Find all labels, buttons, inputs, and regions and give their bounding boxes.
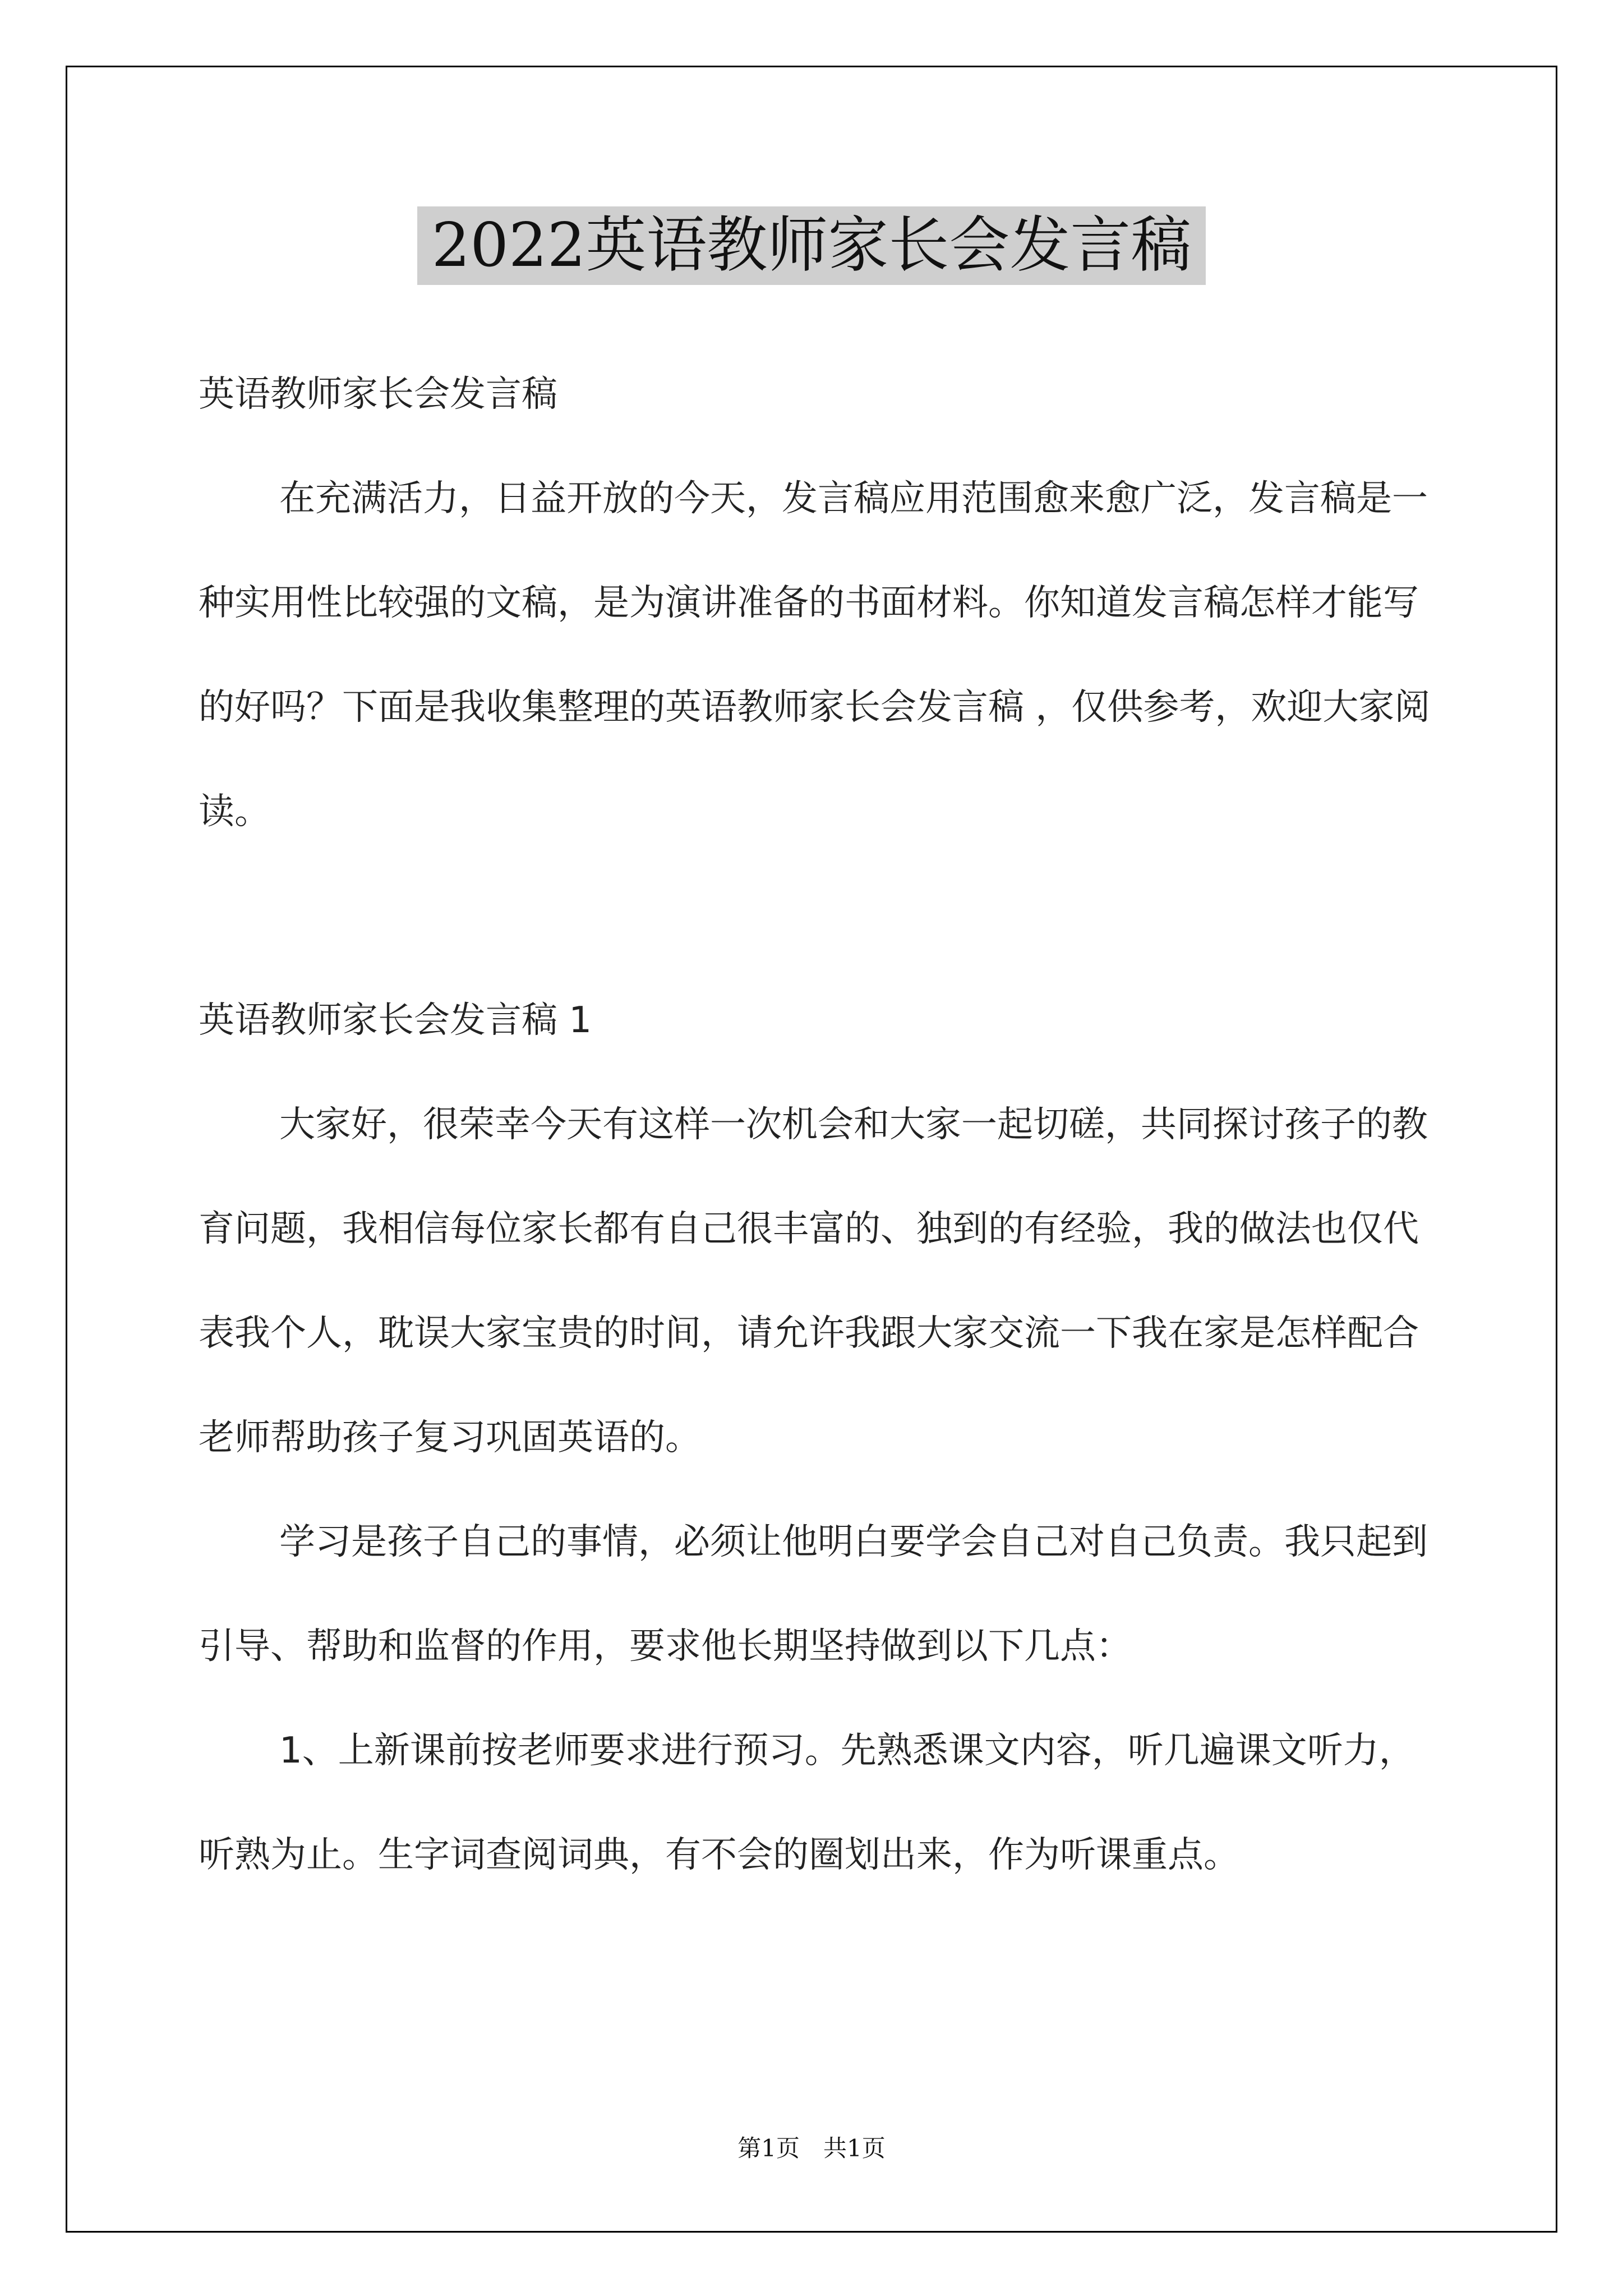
body-paragraph: 1、上新课前按老师要求进行预习。先熟悉课文内容，听几遍课文听力，听熟为止。生字词查阅词典，有不会的圈划出来，作为听课重点。	[199, 1730, 1415, 1876]
body-paragraph: 学习是孩子自己的事情，必须让他明白要学会自己对自己负责。我只起到引导、帮助和监督的作用，要求他长期坚持做到以下几点：	[199, 1521, 1428, 1667]
page-number: 第1页 共1页	[737, 2134, 886, 2162]
document-subtitle: 英语教师家长会发言稿	[199, 374, 557, 415]
intro-paragraph: 在充满活力，日益开放的今天，发言稿应用范围愈来愈广泛，发言稿是一种实用性比较强的文稿，是为演讲准备的书面材料。你知道发言稿怎样才能写的好吗？下面是我收集整理的英语教师家长会发言稿 ，仅供参考，欢迎大家阅读。	[199, 478, 1431, 832]
body-paragraph: 大家好，很荣幸今天有这样一次机会和大家一起切磋，共同探讨孩子的教育问题，我相信每位家长都有自己很丰富的、独到的有经验，我的做法也仅代表我个人，耽误大家宝贵的时间，请允许我跟大家交流一下我在家是怎样配合老师帮助孩子复习巩固英语的。	[199, 1104, 1428, 1458]
document-body	[199, 342, 1446, 1907]
section-heading: 英语教师家长会发言稿 1	[199, 1000, 592, 1041]
page-footer	[0, 2132, 1623, 2165]
section-spacer	[199, 864, 1446, 968]
title-container	[0, 206, 1623, 285]
document-title: 2022英语教师家长会发言稿	[417, 206, 1206, 285]
